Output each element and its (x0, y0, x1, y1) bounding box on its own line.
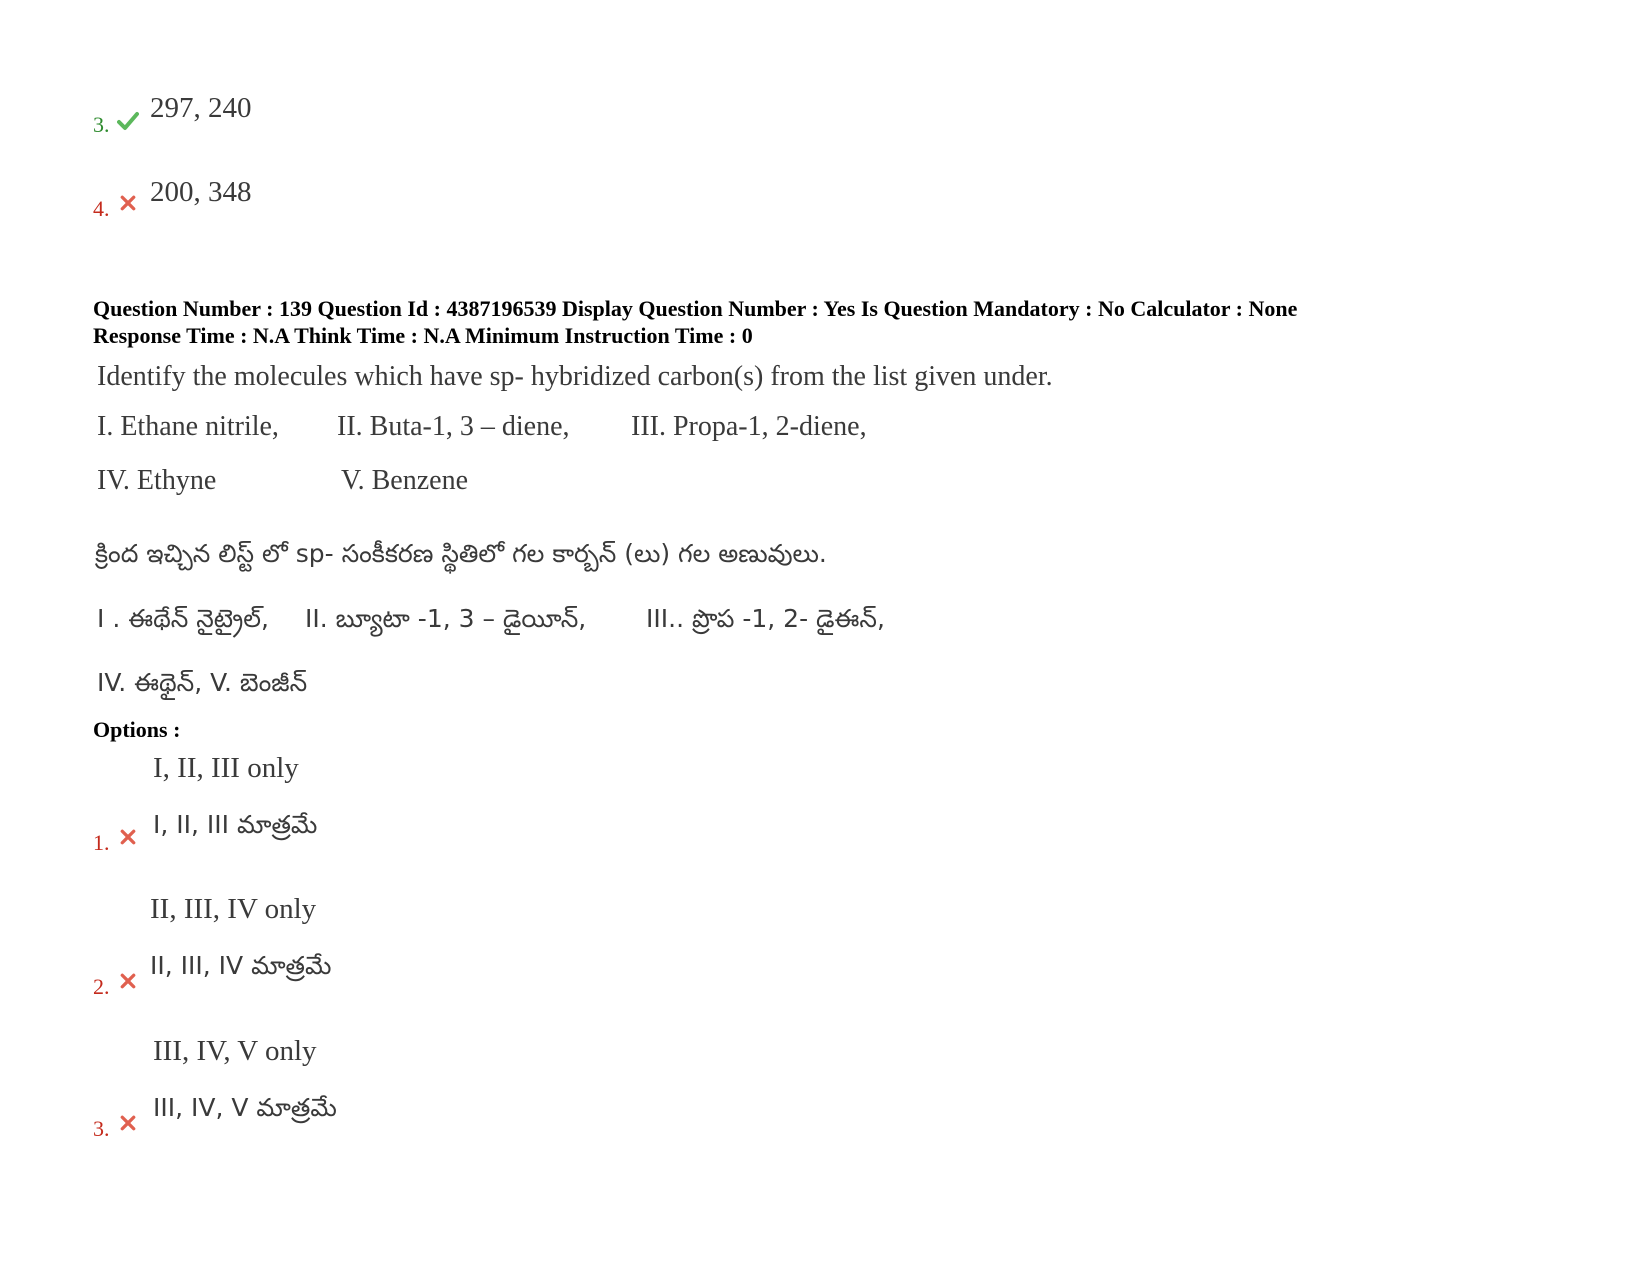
cross-icon (119, 1114, 137, 1132)
question-meta-line1: Question Number : 139 Question Id : 4387196539 Display Question Number : Yes Is Question Mandatory : No Calculator : None (93, 296, 1298, 321)
question-item-telugu: I . ఈథేన్ నైట్రైల్, (97, 604, 269, 633)
option-number: 4. (93, 196, 110, 221)
question-item: IV. Ethyne (97, 465, 217, 496)
question-item-telugu: II. బ్యూటా -1, 3 – డైయీన్, (305, 604, 587, 633)
option-number: 3. (93, 112, 110, 137)
option-text-english: III, IV, V only (153, 1035, 317, 1067)
option-number: 3. (93, 1116, 110, 1141)
cross-icon (119, 972, 137, 990)
cross-icon (119, 194, 137, 212)
check-icon (117, 110, 139, 132)
question-meta-line2: Response Time : N.A Think Time : N.A Minimum Instruction Time : 0 (93, 323, 753, 348)
option-text: 200, 348 (150, 176, 252, 208)
option-number: 1. (93, 830, 110, 855)
question-prompt-english: Identify the molecules which have sp- hybridized carbon(s) from the list given under. (97, 361, 1053, 392)
option-number: 2. (93, 974, 110, 999)
question-item: III. Propa-1, 2-diene, (631, 411, 867, 442)
question-item-telugu: III.. ప్రొప -1, 2- డైఈన్, (646, 604, 885, 633)
question-item: II. Buta-1, 3 – diene, (337, 411, 570, 442)
option-text-telugu: III, IV, V మాత్రమే (153, 1093, 337, 1122)
options-label: Options : (93, 717, 181, 742)
option-text-english: II, III, IV only (150, 893, 317, 925)
question-item-telugu: IV. ఈథైన్, V. బెంజీన్ (97, 668, 308, 697)
question-prompt-telugu: క్రింద ఇచ్చిన లిస్ట్ లో sp- సంకీకరణ స్థితిలో గల కార్బన్ (లు) గల అణువులు. (95, 539, 827, 568)
option-text: 297, 240 (150, 92, 252, 124)
option-text-telugu: I, II, III మాత్రమే (153, 810, 318, 839)
question-item: V. Benzene (341, 465, 468, 496)
cross-icon (119, 828, 137, 846)
option-text-english: I, II, III only (153, 752, 299, 784)
question-item: I. Ethane nitrile, (97, 411, 279, 442)
option-text-telugu: II, III, IV మాత్రమే (150, 951, 332, 980)
